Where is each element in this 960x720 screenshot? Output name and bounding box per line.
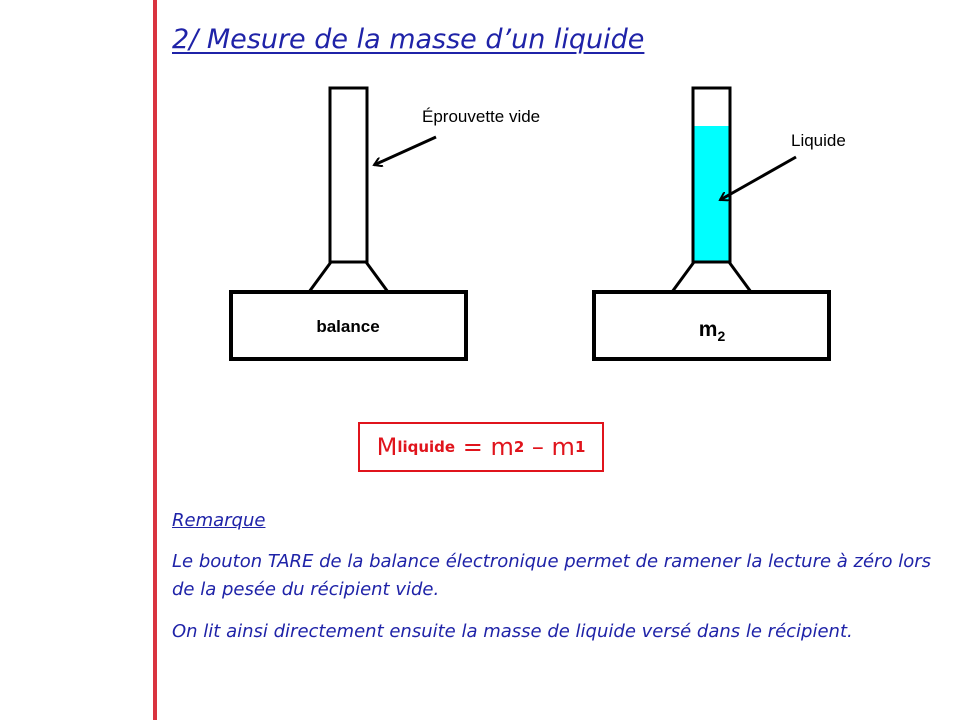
formula-box xyxy=(358,422,604,472)
liquid-label: Liquide xyxy=(791,131,846,150)
remark-paragraph-1: Le bouton TARE de la balance électronique permet de ramener la lecture à zéro lors de la pesée du récipient vide. xyxy=(172,551,931,600)
formula-minus: – m xyxy=(524,433,575,461)
formula-M-sub: liquide xyxy=(397,438,456,456)
empty-tube-arrow xyxy=(374,137,436,165)
remark-paragraph-2: On lit ainsi directement ensuite la masse de liquide versé dans le récipient. xyxy=(172,621,853,642)
formula-M: M xyxy=(376,433,398,461)
liquid-fill xyxy=(693,126,730,262)
balance-label: balance xyxy=(316,317,380,336)
formula-m2-sub: 2 xyxy=(513,438,525,456)
remark-title: Remarque xyxy=(172,510,266,531)
formula-eq: = m xyxy=(455,433,514,461)
tube-stand xyxy=(672,262,751,292)
left-setup xyxy=(231,88,540,359)
page-title: 2/ Mesure de la masse d’un liquide xyxy=(172,24,645,55)
balance-reading: $m_2$ xyxy=(698,318,726,344)
empty-tube xyxy=(330,88,367,262)
tube-stand xyxy=(309,262,388,292)
right-setup xyxy=(594,88,846,359)
formula-m1-sub: 1 xyxy=(574,438,586,456)
empty-tube-label: Éprouvette vide xyxy=(422,107,541,126)
